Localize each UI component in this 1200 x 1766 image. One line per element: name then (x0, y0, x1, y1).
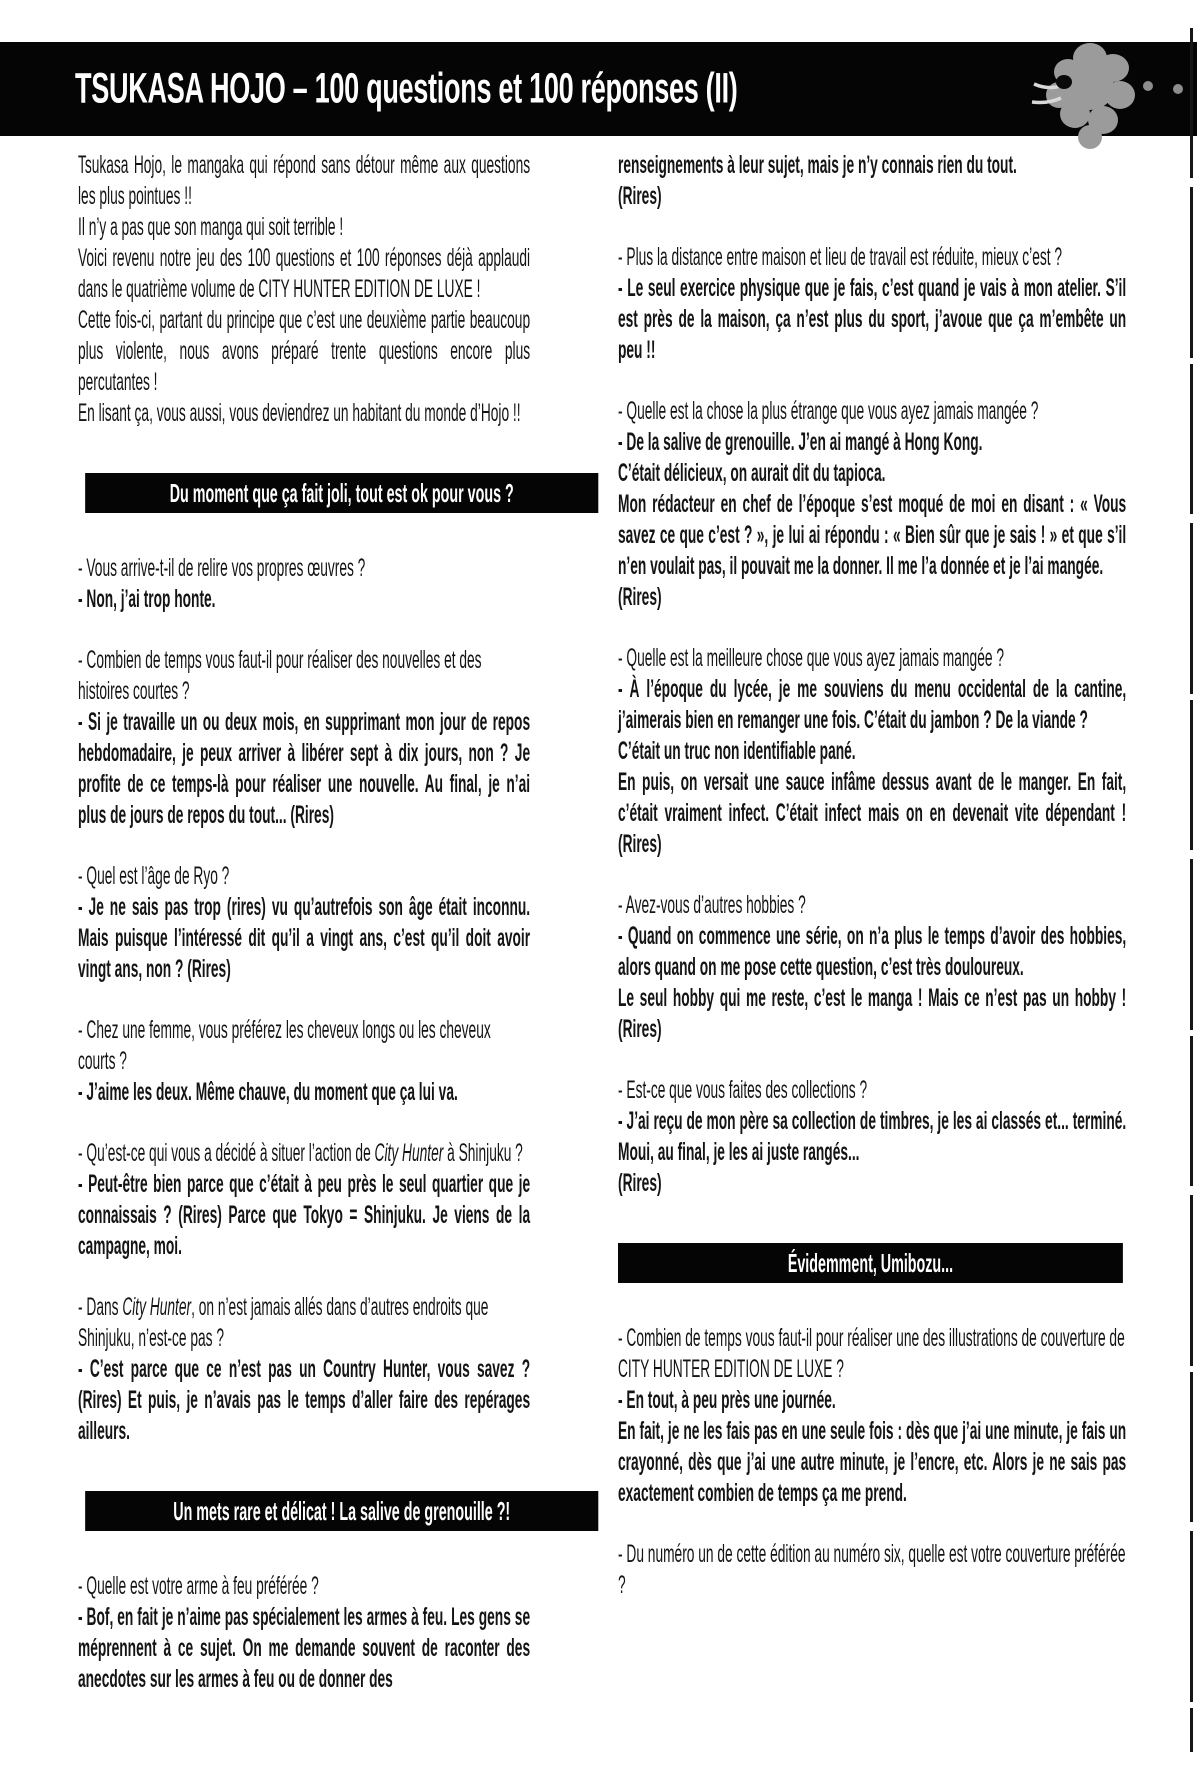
section-header: Un mets rare et délicat ! La salive de grenouille ?! (85, 1491, 598, 1531)
page-title: TSUKASA HOJO – 100 questions et 100 réponses (II) (75, 64, 738, 113)
header-band (0, 42, 1197, 136)
interview-answer: - J’aime les deux. Même chauve, du moment que ça lui va. (78, 1078, 458, 1106)
dot-icon (1143, 81, 1153, 91)
interview-question: - Chez une femme, vous préférez les cheveux longs ou les cheveux courts ? (78, 1016, 491, 1075)
interview-answer: - C’est parce que ce n’est pas un Country Hunter, vous savez ? (Rires) Et puis, je n’avais pas le temps d’aller faire des repérages ailleurs. (78, 1355, 531, 1445)
interview-answer: - À l’époque du lycée, je me souviens du menu occidental de la cantine, j’aimerais bien en remanger une fois. C’était du jambon ? De la viande ? C’était un truc non identifiable pané. En puis, on versait une sauce infâme dessus avant de le manger. En fait, c’était vraiment infect. C’était infect mais on en devenait vite dépendant ! (Rires) (618, 675, 1127, 858)
interview-question: - Avez-vous d’autres hobbies ? (618, 891, 806, 919)
interview-question: - Quelle est la chose la plus étrange que vous ayez jamais mangée ? (618, 397, 1039, 425)
bird-eye-icon (1056, 75, 1072, 89)
interview-answer: - J’ai reçu de mon père sa collection de timbres, je les ai classés et... terminé. Moui, au final, je les ai juste rangés... (Rires) (618, 1107, 1127, 1197)
interview-question: - Quelle est la meilleure chose que vous ayez jamais mangée ? (618, 644, 1004, 672)
interview-answer: - Je ne sais pas trop (rires) vu qu’autrefois son âge était inconnu. Mais puisque l’intéressé dit qu’il a vingt ans, c’est qu’il doit avoir vingt ans, non ? (Rires) (78, 893, 531, 983)
interview-answer: - De la salive de grenouille. J’en ai mangé à Hong Kong. C’était délicieux, on aurait dit du tapioca. Mon rédacteur en chef de l’époque s’est moqué de moi en disant : « Vous savez ce que c’est ? », je lui ai répondu : « Bien sûr que je sais ! » et que s’il n’en voulait pas, il pouvait me la donner. Il me l’a donnée et je l’ai mangée. (Rires) (618, 428, 1127, 611)
interview-question: - Combien de temps vous faut-il pour réaliser une des illustrations de couverture de CITY HUNTER EDITION DE LUXE ? (618, 1324, 1125, 1383)
interview-question: - Quelle est votre arme à feu préférée ? (78, 1572, 319, 1600)
interview-answer: - Le seul exercice physique que je fais, c’est quand je vais à mon atelier. S’il est près de la maison, ça n’est plus du sport, j’avoue que ça m’embête un peu !! (618, 274, 1127, 364)
interview-answer: renseignements à leur sujet, mais je n’y connais rien du tout. (Rires) (618, 151, 1017, 210)
interview-answer: - Non, j’ai trop honte. (78, 585, 216, 613)
column-left (78, 150, 530, 1695)
interview-answer: - Si je travaille un ou deux mois, en supprimant mon jour de repos hebdomadaire, je peux arriver à libérer sept à dix jours, non ? Je profite de ce temps-là pour réaliser une nouvelle. Au final, je n’ai plus de jours de repos du tout... (Rires) (78, 708, 531, 829)
interview-question: - Vous arrive-t-il de relire vos propres œuvres ? (78, 554, 366, 582)
bird-doodle-icon (1028, 40, 1198, 152)
page-edge-line (1190, 28, 1193, 1752)
column-right (618, 150, 1126, 1601)
interview-question: - Dans City Hunter, on n’est jamais allés dans d’autres endroits que Shinjuku, n’est-ce pas ? (78, 1293, 489, 1352)
interview-question: - Quel est l’âge de Ryo ? (78, 862, 230, 890)
interview-answer: - Quand on commence une série, on n’a plus le temps d’avoir des hobbies, alors quand on me pose cette question, c’est très douloureux. Le seul hobby qui me reste, c’est le manga ! Mais ce n’est pas un hobby ! (Rires) (618, 922, 1127, 1043)
interview-answer: - En tout, à peu près une journée. En fait, je ne les fais pas en une seule fois : dès que j’ai une minute, je fais un crayonné, dès que j’ai une autre minute, je l’encre, etc. Alors je ne sais pas exactement combien de temps ça me prend. (618, 1386, 1127, 1507)
section-header: Évidemment, Umibozu... (618, 1243, 1123, 1283)
interview-question: - Qu’est-ce qui vous a décidé à situer l’action de City Hunter à Shinjuku ? (78, 1139, 523, 1167)
interview-question: - Plus la distance entre maison et lieu de travail est réduite, mieux c’est ? (618, 243, 1063, 271)
interview-answer: - Bof, en fait je n’aime pas spécialement les armes à feu. Les gens se méprennent à ce sujet. On me demande souvent de raconter des anecdotes sur les armes à feu ou de donner des (78, 1603, 531, 1693)
interview-answer: - Peut-être bien parce que c’était à peu près le seul quartier que je connaissais ? (Rires) Parce que Tokyo = Shinjuku. Je viens de la campagne, moi. (78, 1170, 531, 1260)
dot-icon (1173, 84, 1183, 94)
interview-question: - Du numéro un de cette édition au numéro six, quelle est votre couverture préférée ? (618, 1540, 1126, 1599)
interview-question: - Combien de temps vous faut-il pour réaliser des nouvelles et des histoires courtes ? (78, 646, 482, 705)
interview-question: - Est-ce que vous faites des collections ? (618, 1076, 868, 1104)
section-header: Du moment que ça fait joli, tout est ok pour vous ? (85, 473, 598, 513)
intro-paragraph: Tsukasa Hojo, le mangaka qui répond sans détour même aux questions les plus pointues !! Il n’y a pas que son manga qui soit terrible ! Voici revenu notre jeu des 100 questions et 100 réponses déjà applaudi dans le quatrième volume de CITY HUNTER EDITION DE LUXE ! Cette fois-ci, partant du principe que c’est une deuxième partie beaucoup plus violente, nous avons préparé trente questions encore plus percutantes ! En lisant ça, vous aussi, vous deviendrez un habitant du monde d’Hojo !! (78, 151, 531, 427)
